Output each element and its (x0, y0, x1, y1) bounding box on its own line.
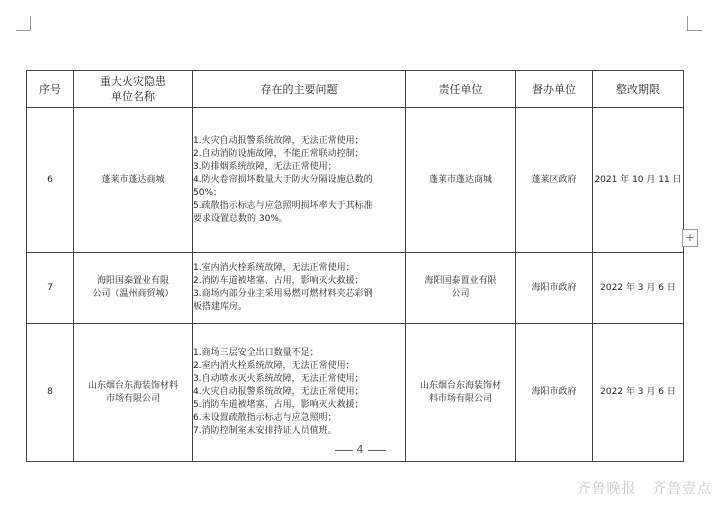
page-corner-top-left (16, 16, 31, 31)
row-no: 6 (27, 108, 74, 253)
issue-line: 5.消防车道被堵塞、占用，影响灭火救援； (193, 400, 364, 410)
page-number-dash (335, 450, 353, 451)
header-supervisor: 督办单位 (516, 71, 593, 108)
issue-line: 5.疏散指示标志与应急照明损坏率大于其标准 (193, 200, 373, 211)
row-deadline: 2022 年 3 月 6 日 (593, 253, 684, 324)
table-row (27, 253, 684, 324)
responsible-line: 料市场有限公司 (428, 393, 492, 404)
page-corner-top-right (687, 16, 702, 31)
row-responsible (406, 324, 516, 462)
header-no: 序号 (27, 71, 74, 108)
row-no: 8 (27, 324, 74, 462)
row-supervisor: 蓬莱区政府 (516, 108, 593, 253)
header-issues: 存在的主要问题 (193, 71, 406, 108)
row-issues (193, 108, 406, 253)
row-issues (193, 324, 406, 462)
issue-line: 3.商场内部分业主采用易燃可燃材料夹芯彩钢 (193, 289, 373, 299)
table-row (27, 324, 684, 462)
unit-name-line: 山东烟台东海装饰材料 (87, 380, 178, 391)
watermark (567, 478, 712, 498)
issue-line: 1.火灾自动报警系统故障，无法正常使用； (193, 135, 364, 146)
issue-line: 3.自动喷水灭火系统故障，无法正常使用； (193, 374, 364, 384)
issue-line: 50%； (193, 187, 223, 198)
unit-name-line: 公司（温州商贸城） (92, 289, 174, 299)
page-number-dash (368, 450, 386, 451)
responsible-line: 山东烟台东海装饰材 (419, 380, 501, 391)
header-deadline: 整改期限 (593, 71, 684, 108)
row-unit-name (74, 108, 193, 253)
header-responsible: 责任单位 (406, 71, 516, 108)
table-row (27, 108, 684, 253)
issue-line: 2.自动消防设施故障，不能正常联动控制； (193, 148, 364, 159)
row-unit-name (74, 324, 193, 462)
row-responsible (406, 253, 516, 324)
issue-line: 2.室内消火栓系统故障，无法正常使用； (193, 361, 355, 371)
issue-line: 4.火灾自动报警系统故障，无法正常使用； (193, 387, 364, 397)
page-number-value: 4 (356, 443, 364, 456)
issue-line: 6.未设置疏散指示标志与应急照明； (193, 413, 337, 423)
row-responsible: 蓬莱市蓬达商城 (406, 108, 516, 253)
watermark-right: 齐鲁壹点 (652, 481, 712, 497)
row-deadline: 2021 年 10 月 11 日 (593, 108, 684, 253)
issue-line: 3.防排烟系统故障，无法正常使用； (193, 161, 337, 172)
unit-name-line: 蓬莱市蓬达商城 (101, 174, 165, 185)
unit-name-line: 市场有限公司 (105, 393, 160, 404)
issue-line: 板搭建库房。 (193, 302, 248, 312)
hazard-table (26, 70, 684, 462)
header-unit-name-line: 重大火灾隐患 (100, 75, 166, 88)
header-unit-name-line: 单位名称 (111, 90, 155, 103)
issue-line: 7.消防控制室未安排持证人员值班。 (193, 426, 337, 436)
row-deadline: 2022 年 3 月 6 日 (593, 324, 684, 462)
responsible-line: 公司 (451, 289, 470, 299)
issue-line: 1.商场三层安全出口数量不足； (193, 348, 319, 358)
expand-plus-icon[interactable]: + (682, 229, 698, 247)
row-issues (193, 253, 406, 324)
row-unit-name (74, 253, 193, 324)
page-number (0, 443, 720, 456)
header-unit-name (74, 71, 193, 108)
row-supervisor: 海阳市政府 (516, 324, 593, 462)
issue-line: 要求设置总数的 30%。 (193, 213, 288, 224)
issue-line: 2.消防车道被堵塞、占用，影响灭火救援； (193, 276, 364, 286)
row-no: 7 (27, 253, 74, 324)
issue-line: 1.室内消火栓系统故障，无法正常使用； (193, 263, 355, 273)
row-supervisor: 海阳市政府 (516, 253, 593, 324)
table-header-row (27, 71, 684, 108)
watermark-left: 齐鲁晚报 (576, 481, 637, 497)
responsible-line: 海阳国泰置业有限 (424, 276, 497, 286)
unit-name-line: 海阳国泰置业有限 (96, 276, 169, 286)
issue-line: 4.防火卷帘损坏数量大于防火分隔设施总数的 (193, 174, 373, 185)
